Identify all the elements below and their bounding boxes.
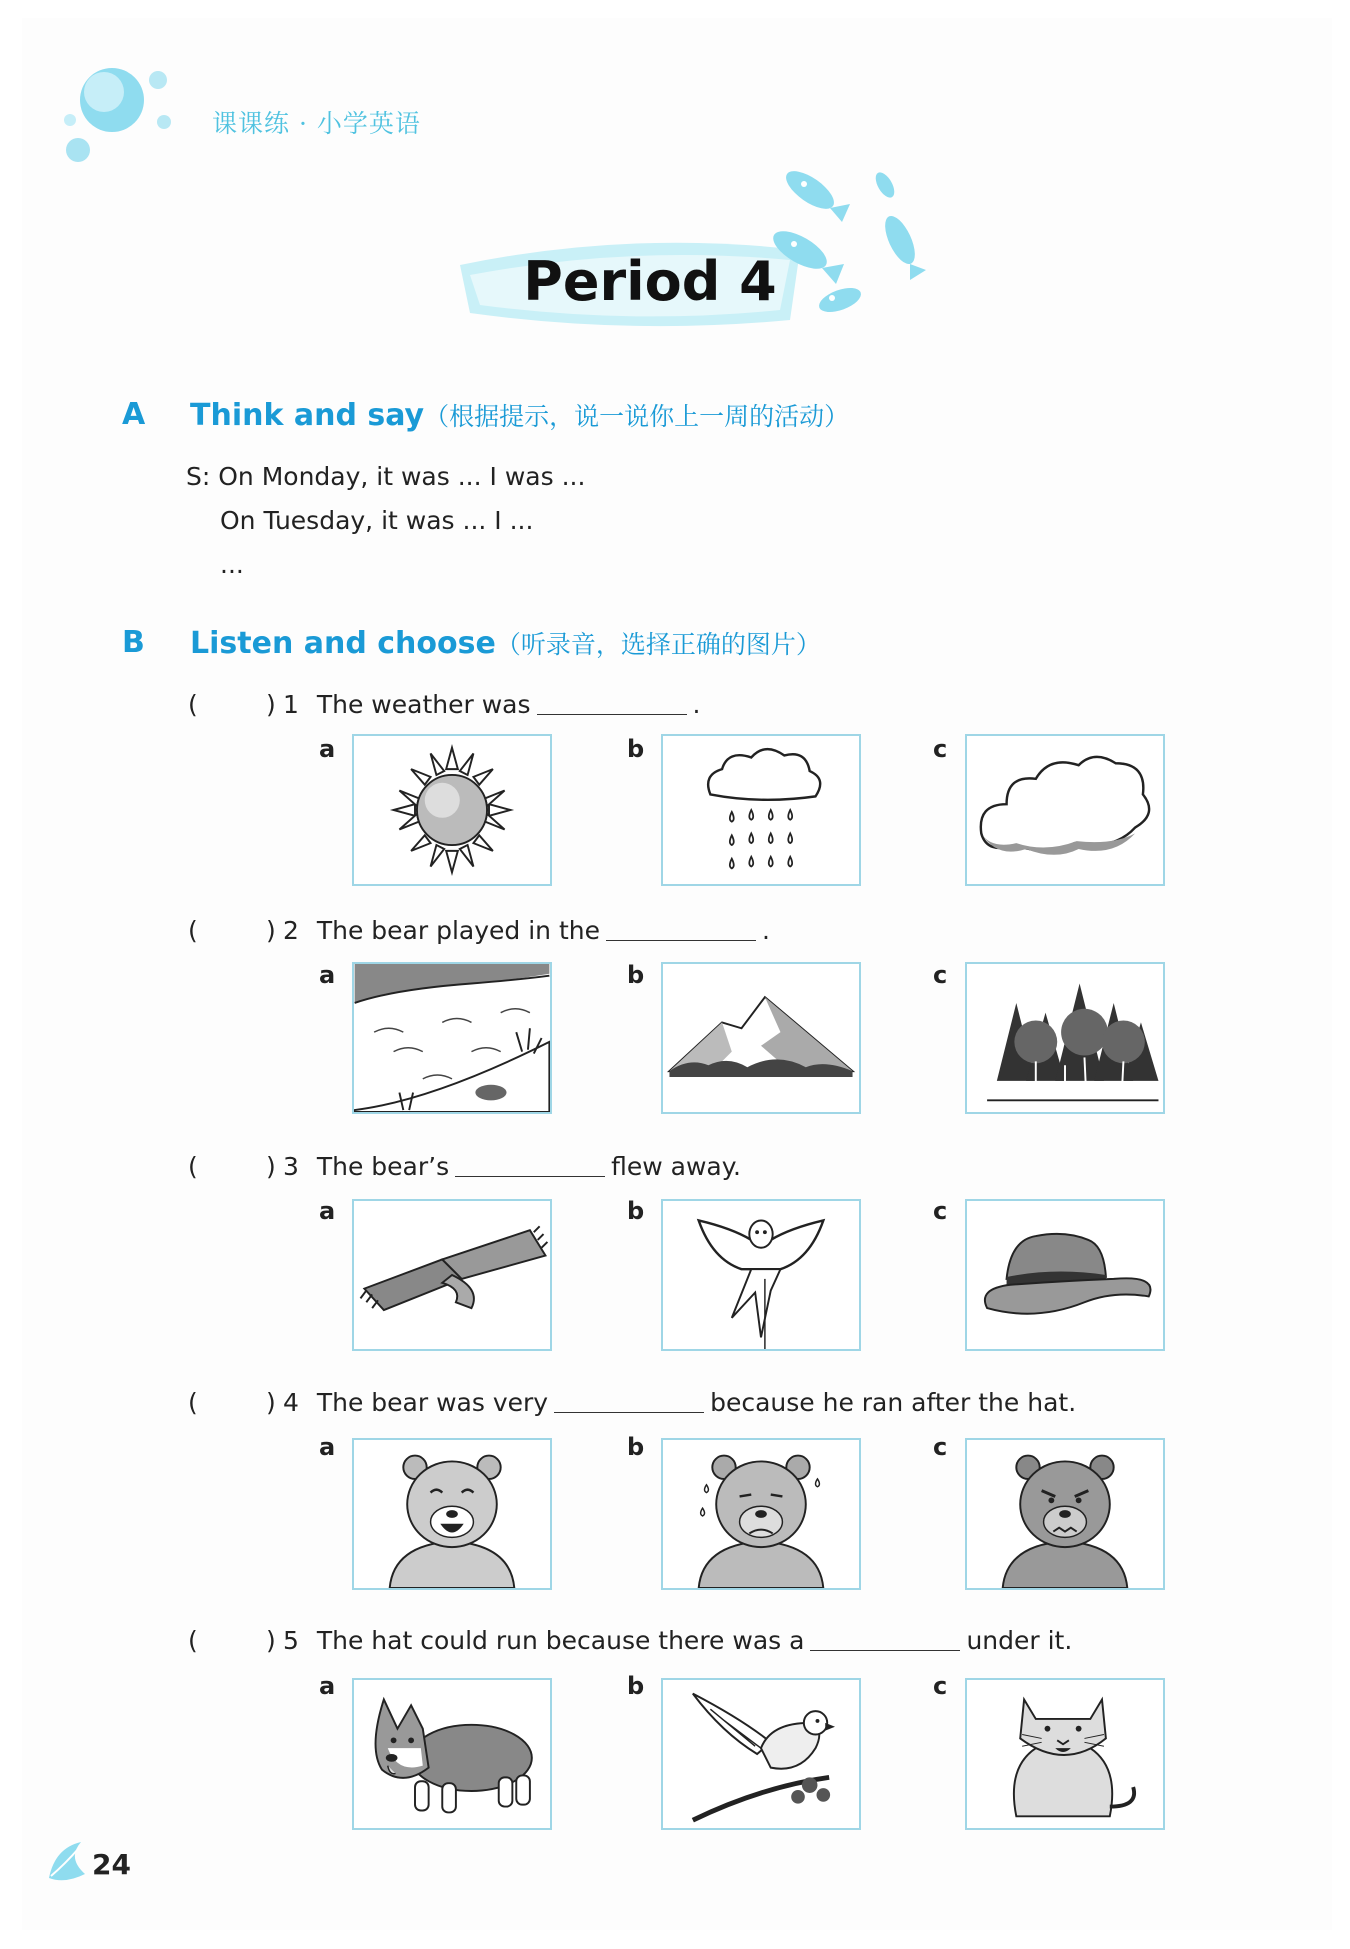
question-number: 3 [283, 1152, 299, 1181]
tired-bear-icon [663, 1440, 859, 1588]
question-text-end: flew away. [611, 1152, 741, 1181]
question-number: 5 [283, 1626, 299, 1655]
option-picture-cat[interactable] [965, 1678, 1165, 1830]
question-text: The bear’s [316, 1152, 450, 1181]
option-picture-forest[interactable] [965, 962, 1165, 1114]
option-letter: b [627, 1433, 645, 1461]
question-text: The weather was [316, 690, 531, 719]
sun-icon [354, 736, 550, 884]
option-letter: c [933, 961, 948, 989]
section-a-title: Think and say [190, 398, 425, 433]
page-title: Period 4 [523, 250, 777, 313]
question-text-end: because he ran after the hat. [710, 1388, 1077, 1417]
option-picture-scarf[interactable] [352, 1199, 552, 1351]
dialogue-line-3: ... [220, 550, 244, 579]
dialogue-line-2: On Tuesday, it was ... I ... [220, 506, 534, 535]
dog-icon [354, 1680, 550, 1828]
question-3 [283, 1152, 741, 1181]
leaf-icon [45, 1838, 90, 1883]
option-picture-cloud[interactable] [965, 734, 1165, 886]
hat-icon [967, 1201, 1163, 1349]
question-text-end: . [692, 690, 701, 719]
rain-cloud-icon [663, 736, 859, 884]
option-letter: b [627, 961, 645, 989]
scarf-icon [354, 1201, 550, 1349]
option-picture-hat[interactable] [965, 1199, 1165, 1351]
answer-blank[interactable] [810, 1626, 960, 1651]
option-letter: a [319, 1197, 336, 1225]
question-2 [283, 916, 770, 945]
mountain-icon [663, 964, 859, 1112]
dialogue-line-1: S: On Monday, it was ... I was ... [186, 462, 586, 491]
option-letter: b [627, 735, 645, 763]
question-text: The bear was very [316, 1388, 549, 1417]
answer-paren-close-2[interactable]: ) [266, 916, 276, 945]
river-icon [354, 964, 550, 1112]
question-text-end: . [762, 916, 770, 945]
option-letter: c [933, 1433, 948, 1461]
answer-paren-open-3: ( [188, 1152, 198, 1181]
forest-icon [967, 964, 1163, 1112]
option-picture-bird[interactable] [661, 1678, 861, 1830]
section-b-heading [190, 625, 821, 661]
question-text: The hat could run because there was a [316, 1626, 805, 1655]
option-letter: c [933, 1672, 948, 1700]
option-picture-river[interactable] [352, 962, 552, 1114]
question-number: 1 [283, 690, 299, 719]
option-picture-angry-bear[interactable] [965, 1438, 1165, 1590]
answer-paren-close-5[interactable]: ) [266, 1626, 276, 1655]
option-picture-mountain[interactable] [661, 962, 861, 1114]
section-a-heading [190, 397, 849, 433]
happy-bear-icon [354, 1440, 550, 1588]
question-4 [283, 1388, 1076, 1417]
section-a-note: （根据提示，说一说你上一周的活动） [424, 402, 850, 431]
option-picture-rain[interactable] [661, 734, 861, 886]
option-picture-dog[interactable] [352, 1678, 552, 1830]
cloud-icon [967, 736, 1163, 884]
answer-paren-open-1: ( [188, 690, 198, 719]
option-letter: a [319, 1433, 336, 1461]
page-number: 24 [92, 1848, 131, 1881]
option-picture-kite[interactable] [661, 1199, 861, 1351]
option-letter: b [627, 1197, 645, 1225]
option-picture-tired-bear[interactable] [661, 1438, 861, 1590]
question-number: 4 [283, 1388, 299, 1417]
question-text: The bear played in the [316, 916, 600, 945]
fish-icon [760, 160, 940, 330]
option-letter: a [319, 961, 336, 989]
answer-paren-open-2: ( [188, 916, 198, 945]
answer-blank[interactable] [554, 1388, 704, 1413]
cat-icon [967, 1680, 1163, 1828]
option-letter: c [933, 735, 948, 763]
section-a-letter: A [122, 397, 146, 432]
answer-blank[interactable] [537, 690, 687, 715]
question-text-end: under it. [966, 1626, 1073, 1655]
answer-paren-open-4: ( [188, 1388, 198, 1417]
option-letter: b [627, 1672, 645, 1700]
option-letter: a [319, 735, 336, 763]
answer-blank[interactable] [606, 916, 756, 941]
section-b-title: Listen and choose [190, 626, 496, 661]
section-b-letter: B [122, 625, 145, 660]
question-number: 2 [283, 916, 299, 945]
option-letter: a [319, 1672, 336, 1700]
option-picture-sun[interactable] [352, 734, 552, 886]
angry-bear-icon [967, 1440, 1163, 1588]
answer-paren-open-5: ( [188, 1626, 198, 1655]
question-1 [283, 690, 700, 719]
answer-blank[interactable] [455, 1152, 605, 1177]
kite-icon [663, 1201, 859, 1349]
bubbles-icon [60, 60, 180, 170]
option-letter: c [933, 1197, 948, 1225]
question-5 [283, 1626, 1072, 1655]
section-b-note: （听录音，选择正确的图片） [495, 630, 821, 659]
answer-paren-close-4[interactable]: ) [266, 1388, 276, 1417]
answer-paren-close-3[interactable]: ) [266, 1152, 276, 1181]
answer-paren-close-1[interactable]: ) [266, 690, 276, 719]
option-picture-happy-bear[interactable] [352, 1438, 552, 1590]
book-title: 课课练 · 小学英语 [212, 109, 421, 138]
bird-icon [663, 1680, 859, 1828]
